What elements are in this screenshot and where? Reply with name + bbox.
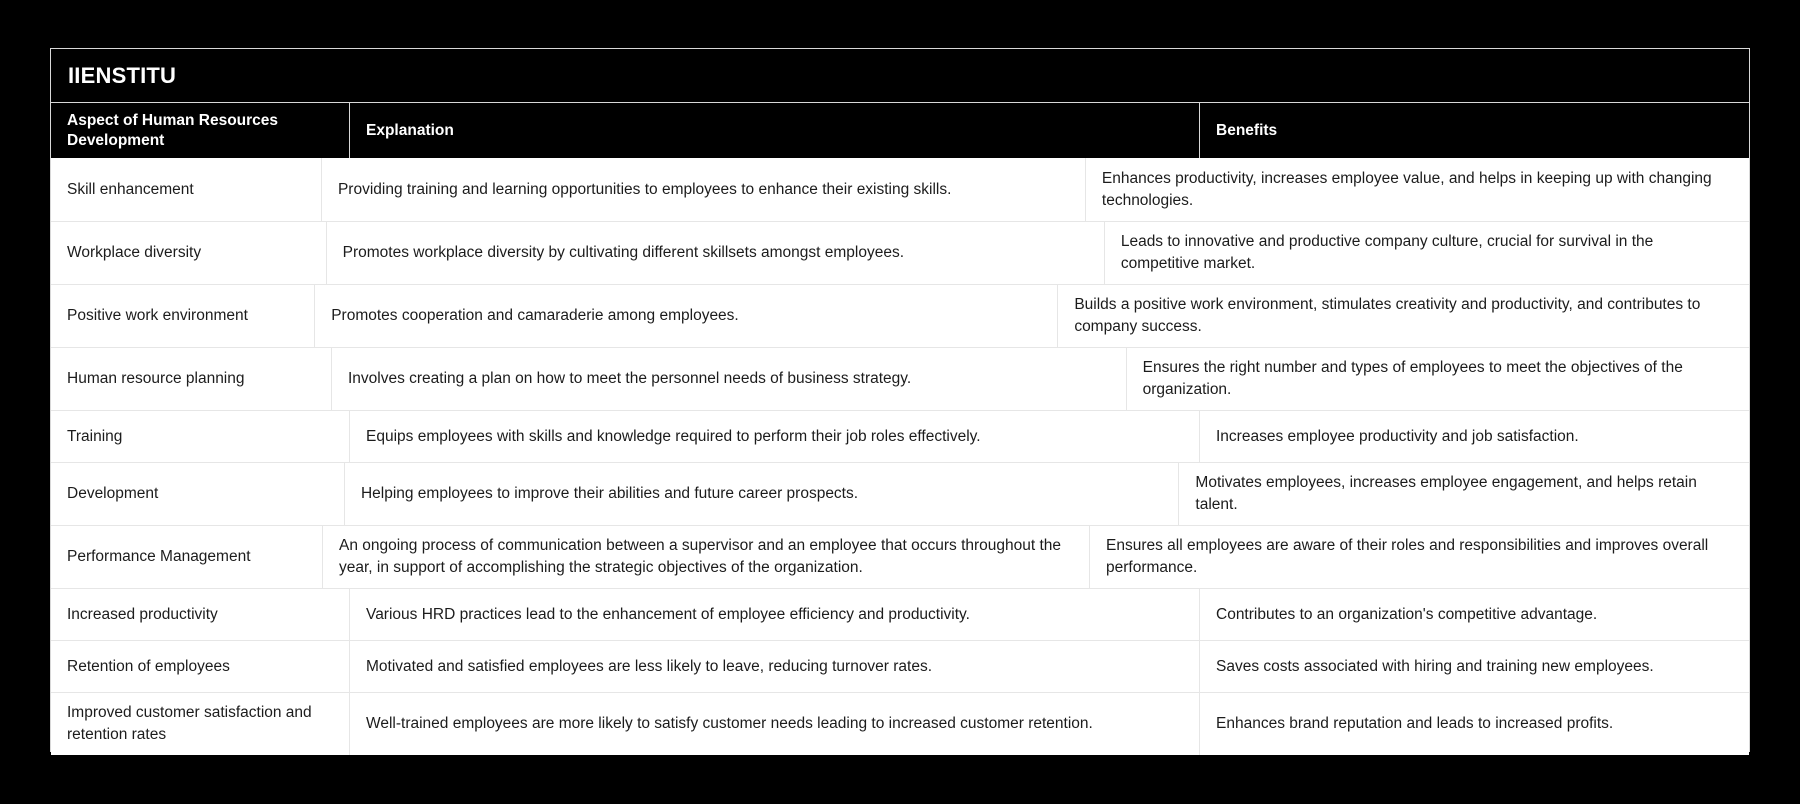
table-row	[51, 158, 1749, 221]
table-header-row	[51, 103, 1749, 158]
table-row	[51, 347, 1749, 410]
cell-benefits: Ensures all employees are aware of their roles and responsibilities and improves overall performance.	[1089, 526, 1749, 588]
column-header-aspect: Aspect of Human Resources Development	[67, 111, 279, 149]
cell-benefits: Leads to innovative and productive company culture, crucial for survival in the competitive market.	[1104, 222, 1749, 284]
table-row	[51, 525, 1749, 588]
cell-aspect: Improved customer satisfaction and retention rates	[67, 704, 312, 743]
cell-aspect: Development	[67, 485, 159, 502]
cell-benefits: Contributes to an organization's competitive advantage.	[1199, 589, 1749, 640]
cell-explanation: Well-trained employees are more likely to satisfy customer needs leading to increased customer retention.	[349, 693, 1199, 755]
table-row	[51, 221, 1749, 284]
column-header-explanation: Explanation	[349, 103, 1199, 158]
table-row	[51, 640, 1749, 692]
cell-aspect: Workplace diversity	[67, 244, 202, 261]
table-body	[51, 158, 1749, 755]
cell-aspect: Positive work environment	[67, 307, 248, 324]
cell-explanation: Helping employees to improve their abilities and future career prospects.	[344, 463, 1178, 525]
cell-benefits: Motivates employees, increases employee engagement, and helps retain talent.	[1178, 463, 1749, 525]
cell-aspect: Performance Management	[67, 548, 251, 565]
cell-explanation: Motivated and satisfied employees are less likely to leave, reducing turnover rates.	[349, 641, 1199, 692]
table-row	[51, 462, 1749, 525]
table-title-bar	[51, 49, 1749, 103]
table-row	[51, 284, 1749, 347]
cell-benefits: Builds a positive work environment, stimulates creativity and productivity, and contributes to company success.	[1057, 285, 1749, 347]
table-row	[51, 410, 1749, 462]
cell-benefits: Saves costs associated with hiring and training new employees.	[1199, 641, 1749, 692]
cell-explanation: Promotes workplace diversity by cultivating different skillsets amongst employees.	[326, 222, 1104, 284]
cell-aspect: Human resource planning	[67, 370, 245, 387]
cell-explanation: Equips employees with skills and knowledge required to perform their job roles effectively.	[349, 411, 1199, 462]
cell-explanation: Various HRD practices lead to the enhancement of employee efficiency and productivity.	[349, 589, 1199, 640]
cell-benefits: Enhances brand reputation and leads to increased profits.	[1199, 693, 1749, 755]
cell-benefits: Ensures the right number and types of employees to meet the objectives of the organization.	[1126, 348, 1749, 410]
cell-aspect: Retention of employees	[67, 657, 230, 675]
hrd-comparison-table	[50, 48, 1750, 752]
table-row	[51, 692, 1749, 755]
cell-benefits: Enhances productivity, increases employee value, and helps in keeping up with changing technologies.	[1085, 158, 1749, 221]
cell-explanation: Providing training and learning opportunities to employees to enhance their existing skills.	[321, 158, 1085, 221]
brand-title: IIENSTITU	[68, 62, 177, 88]
column-header-benefits: Benefits	[1199, 103, 1749, 158]
cell-explanation: Promotes cooperation and camaraderie among employees.	[314, 285, 1057, 347]
cell-explanation: An ongoing process of communication between a supervisor and an employee that occurs throughout the year, in support of accomplishing the strategic objectives of the organization.	[322, 526, 1089, 588]
cell-aspect: Training	[67, 427, 123, 445]
cell-aspect: Skill enhancement	[67, 180, 194, 198]
table-row	[51, 588, 1749, 640]
cell-aspect: Increased productivity	[67, 605, 218, 623]
cell-explanation: Involves creating a plan on how to meet the personnel needs of business strategy.	[331, 348, 1126, 410]
cell-benefits: Increases employee productivity and job satisfaction.	[1199, 411, 1749, 462]
